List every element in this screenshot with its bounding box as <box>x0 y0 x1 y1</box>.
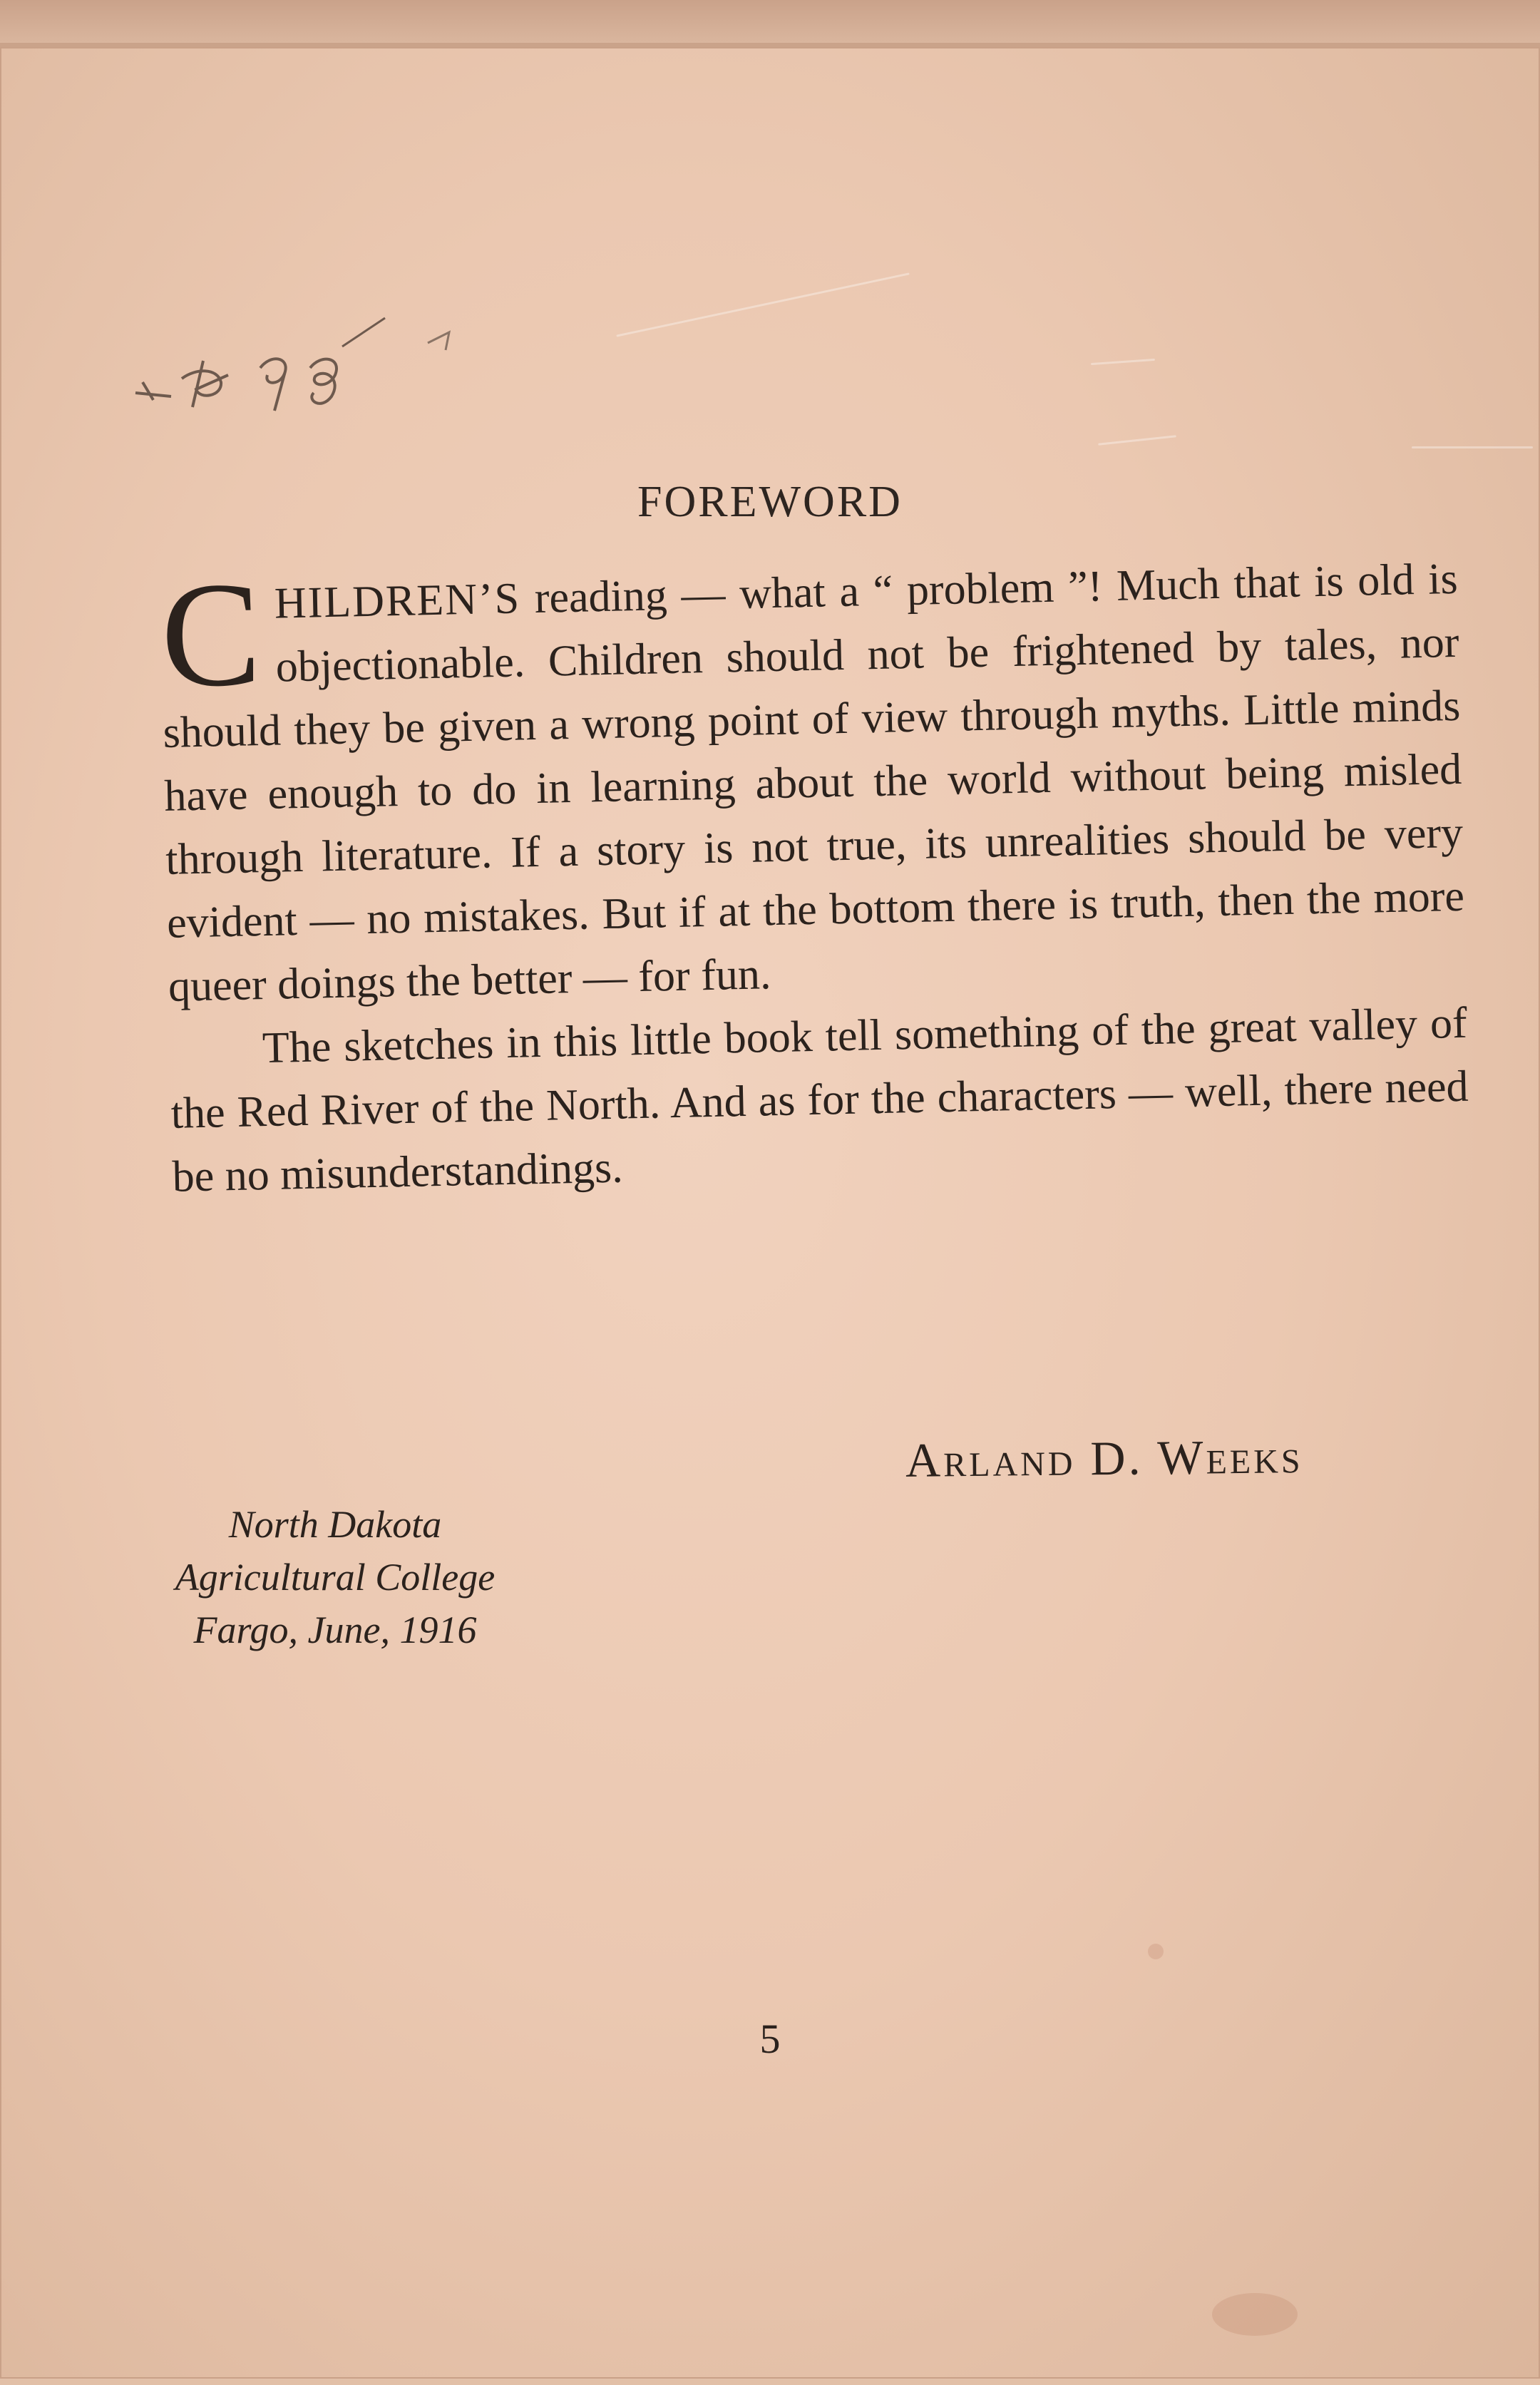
paper-scratch <box>616 272 909 337</box>
paper-scratch <box>1412 446 1533 448</box>
drop-cap: C <box>159 551 263 719</box>
lead-word: HILDREN’S <box>274 574 521 628</box>
page-title: FOREWORD <box>637 478 903 526</box>
place-and-date <box>135 1498 535 1656</box>
paragraph-1-text: reading — what a “ problem ”! Much that is old is objectionable. Children should not be frightened by tales, nor should they be given a wrong point of view through myths. Little minds have enough to do in learning about the world without being misled through literature. If a story is not true, its unrealities should be very evident — no mistakes. But if at the bottom there is truth, then the more queer doings the better — for fun. <box>162 554 1465 1011</box>
foreword-text <box>160 548 1470 1209</box>
place-line-1: North Dakota <box>228 1503 442 1546</box>
paragraph-2: The sketches in this little book tell something of the great valley of the Red River of the North. And as for the characters — well, there need be no misunderstandings. <box>170 998 1469 1201</box>
foxing-stain <box>1212 2293 1298 2336</box>
foxing-stain <box>1148 1944 1164 1959</box>
author-signature: Arland D. Weeks <box>905 1429 1303 1487</box>
book-page <box>0 43 1540 2379</box>
pencil-inscription-icon <box>128 311 499 425</box>
paper-scratch <box>1091 359 1155 365</box>
page-number: 5 <box>759 2016 781 2062</box>
paragraph-1 <box>160 548 1467 1019</box>
place-line-2: Agricultural College <box>175 1556 496 1599</box>
paper-scratch <box>1098 435 1176 445</box>
place-line-3: Fargo, June, 1916 <box>193 1609 477 1651</box>
